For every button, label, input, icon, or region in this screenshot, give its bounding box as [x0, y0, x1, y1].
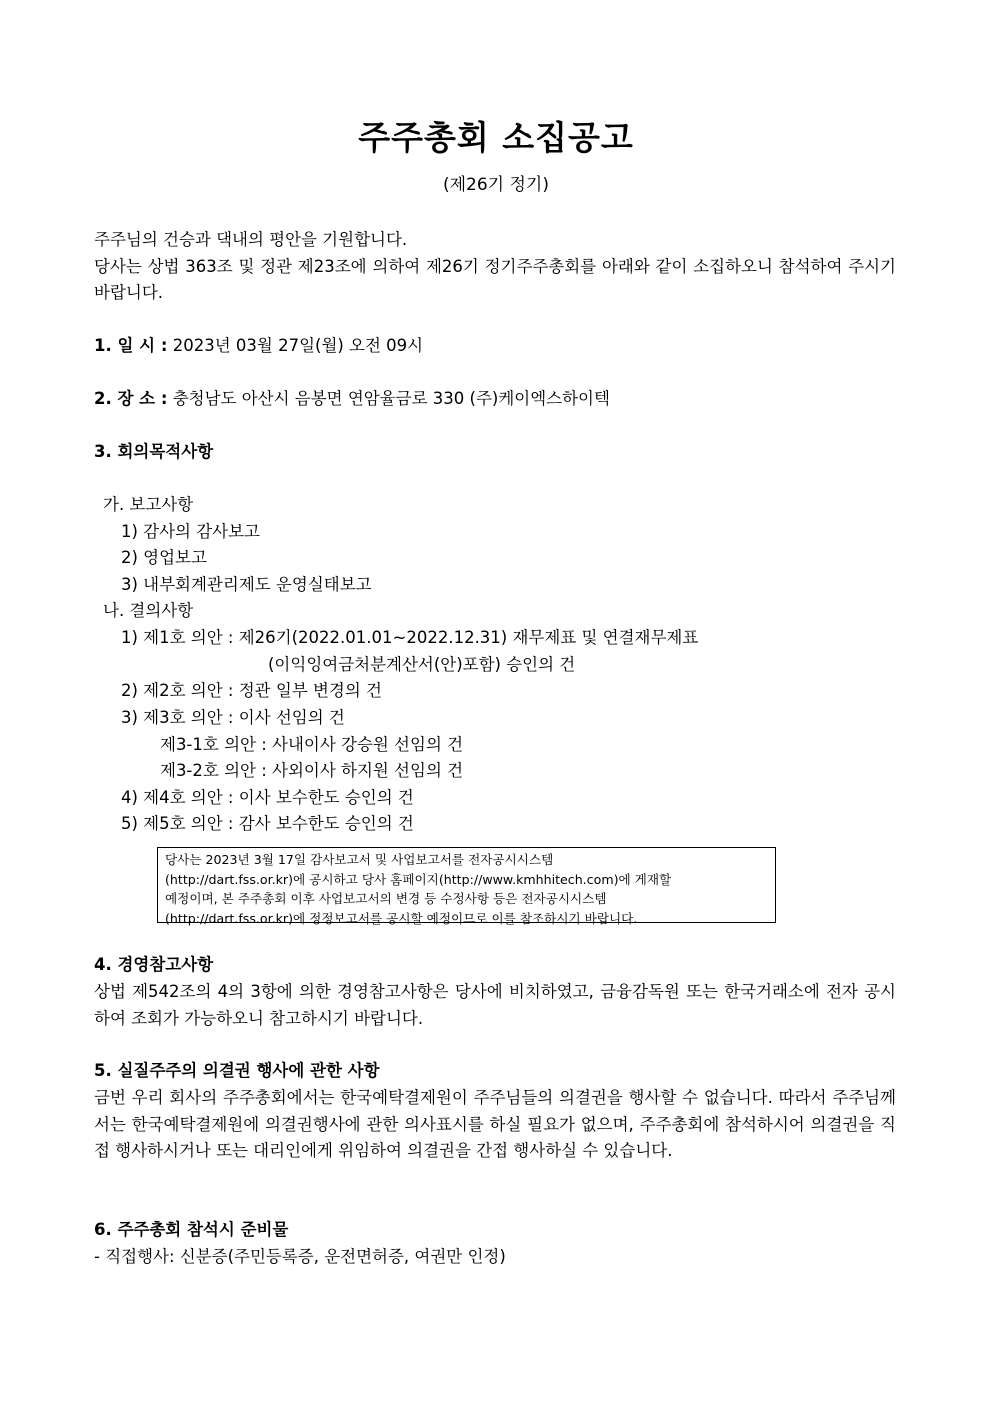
datetime-value: 2023년 03월 27일(월) 오전 09시: [167, 336, 424, 355]
resolution-item: 4) 제4호 의안 : 이사 보수한도 승인의 건: [121, 788, 414, 807]
management-body: 상법 제542조의 4의 3항에 의한 경영참고사항은 당사에 비치하였고, 금융감독원 또는 한국거래소에 전자 공시하여 조회가 가능하오니 참고하시기 바랍니다.: [94, 982, 896, 1028]
report-item: 1) 감사의 감사보고: [121, 522, 260, 541]
resolution-item-continued: (이익잉여금처분계산서(안)포함) 승인의 건: [268, 655, 576, 674]
resolution-item: 5) 제5호 의안 : 감사 보수한도 승인의 건: [121, 814, 414, 833]
resolution-item: 1) 제1호 의안 : 제26기(2022.01.01~2022.12.31) 재무제표 및 연결재무제표: [121, 628, 699, 647]
notice-line: (http://dart.fss.or.kr)에 정정보고서를 공시할 예정이므로 이를 참조하시기 바랍니다.: [165, 910, 638, 926]
intro-text: 당사는 상법 363조 및 정관 제23조에 의하여 제26기 정기주주총회를 아래와 같이 소집하오니 참석하여 주시기 바랍니다.: [94, 256, 896, 302]
section-preparation-heading: 6. 주주총회 참석시 준비물: [94, 1220, 289, 1239]
page-subtitle: (제26기 정기): [443, 175, 549, 195]
disclosure-notice-box: [157, 847, 776, 926]
resolution-item: 3) 제3호 의안 : 이사 선임의 건: [121, 708, 345, 727]
section-agenda-heading: 3. 회의목적사항: [94, 442, 214, 461]
place-value: 충청남도 아산시 음봉면 연암율금로 330 (주)케이엑스하이텍: [167, 389, 610, 408]
notice-line: 예정이며, 본 주주총회 이후 사업보고서의 변경 등 수정사항 등은 전자공시시스템: [165, 891, 607, 906]
page-title: 주주총회 소집공고: [358, 118, 634, 157]
greeting-text: [94, 227, 896, 307]
resolution-subitem: 제3-1호 의안 : 사내이사 강승원 선임의 건: [160, 735, 464, 754]
section-place: [94, 388, 610, 410]
section-datetime: [94, 335, 423, 357]
resolution-subitem: 제3-2호 의안 : 사외이사 하지원 선임의 건: [160, 761, 464, 780]
place-label: 2. 장 소 :: [94, 389, 168, 408]
report-item: 2) 영업보고: [121, 548, 207, 567]
datetime-label: 1. 일 시 :: [94, 336, 168, 355]
greeting-line: 주주님의 건승과 댁내의 평안을 기원합니다.: [94, 230, 408, 249]
resolution-item: 2) 제2호 의안 : 정관 일부 변경의 건: [121, 681, 382, 700]
voting-body: 금번 우리 회사의 주주총회에서는 한국예탁결제원이 주주님들의 의결권을 행사할 수 없습니다. 따라서 주주님께서는 한국예탁결제원에 의결권행사에 관한 의사표시를 하실 필요가 없으며, 주주총회에 참석하시어 의결권을 직접 행사하시거나 또는 대리인에게 위임하여 의결권을 간접 행사하실 수 있습니다.: [94, 1088, 896, 1160]
report-heading: 가. 보고사항: [103, 495, 194, 514]
notice-line: 당사는 2023년 3월 17일 감사보고서 및 사업보고서를 전자공시시스템: [165, 852, 554, 867]
report-item: 3) 내부회계관리제도 운영실태보고: [121, 575, 372, 594]
preparation-item: - 직접행사: 신분증(주민등록증, 운전면허증, 여권만 인정): [94, 1247, 506, 1266]
section-voting-heading: 5. 실질주주의 의결권 행사에 관한 사항: [94, 1061, 380, 1080]
notice-line: (http://dart.fss.or.kr)에 공시하고 당사 홈페이지(http://www.kmhhitech.com)에 게재할: [165, 871, 672, 887]
resolution-heading: 나. 결의사항: [103, 601, 194, 620]
section-management-heading: 4. 경영참고사항: [94, 955, 214, 974]
